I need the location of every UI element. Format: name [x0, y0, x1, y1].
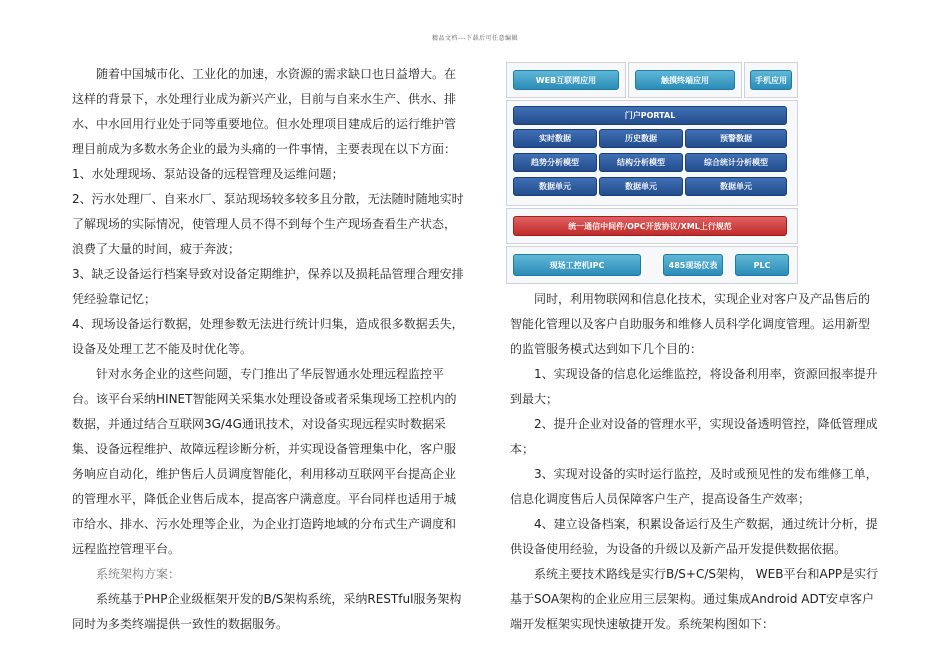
tier-field [506, 246, 798, 284]
data-unit-box-3: 数据单元 [685, 177, 787, 196]
history-data-box: 历史数据 [599, 129, 683, 148]
data-unit-box-1: 数据单元 [513, 177, 597, 196]
web-app-box: WEB互联网应用 [513, 70, 619, 90]
ipc-box: 现场工控机IPC [513, 254, 641, 276]
architecture-paragraph: 系统基于PHP企业级框架开发的B/S架构系统，采纳RESTful服务架构同时为多类终端提供一致性的数据服务。 [72, 592, 462, 631]
portal-box: 门户PORTAL [513, 106, 787, 125]
structure-model-box: 结构分析模型 [599, 153, 683, 172]
problem-item-4: 4、现场设备运行数据，处理参数无法进行统计归集，造成很多数据丢失，设备及处理工艺不能及时优化等。 [72, 317, 464, 356]
tier-mobile [744, 62, 798, 98]
goal-item-2: 2、提升企业对设备的管理水平，实现设备透明管控，降低管理成本； [510, 417, 878, 456]
left-column [72, 62, 464, 637]
data-unit-box-2: 数据单元 [599, 177, 683, 196]
page-header: 精品文档---下载后可任意编辑 [432, 35, 518, 42]
goal-item-1: 1、实现设备的信息化运维监控，将设备利用率，资源回报率提升到最大； [510, 367, 878, 406]
alarm-data-box: 预警数据 [685, 129, 787, 148]
intro-paragraph: 随着中国城市化、工业化的加速，水资源的需求缺口也日益增大。在这样的背景下，水处理行业成为新兴产业，目前与自来水生产、供水、排水、中水回用行业处于同等重要地位。但水处理项目建成后的运行维护管理目前成为多数水务企业的最为头痛的一件事情，主要表现在以下方面： [72, 67, 457, 156]
tech-route-paragraph: 系统主要技术路线是实行B/S+C/S架构， WEB平台和APP是实行基于SOA架构的企业应用三层架构。通过集成Android ADT安卓客户端开发框架实现快速敏捷开发。系统架构图如下： [510, 567, 879, 631]
platform-paragraph: 针对水务企业的这些问题，专门推出了华辰智通水处理远程监控平台。该平台采纳HINET智能网关采集水处理设备或者采集现场工控机内的数据，并通过结合互联网3G/4G通讯技术，对设备实现远程实时数据采集、设备远程维护、故障远程诊断分析，并实现设备管理集中化，客户服务响应自动化，维护售后人员调度智能化，利用移动互联网平台提高企业的管理水平，降低企业售后成本，提高客户满意度。平台同样也适用于城市给水、排水、污水处理等企业，为企业打造跨地域的分布式生产调度和远程监控管理平台。 [72, 367, 457, 556]
problem-item-3: 3、缺乏设备运行档案导致对设备定期维护，保养以及损耗品管理合理安排凭经验靠记忆； [72, 267, 464, 306]
touch-app-box: 触摸终端应用 [635, 70, 735, 90]
trend-model-box: 趋势分析模型 [513, 153, 597, 172]
tier-portal [506, 100, 798, 206]
mobile-app-box: 手机应用 [750, 70, 792, 90]
realtime-data-box: 实时数据 [513, 129, 597, 148]
plc-box: PLC [735, 254, 789, 276]
goal-item-4: 4、建立设备档案，积累设备运行及生产数据，通过统计分析，提供设备使用经验，为设备的升级以及新产品开发提供数据依据。 [510, 517, 878, 556]
tier-web [506, 62, 626, 98]
middleware-box: 统一通信中间件/OPC开放协议/XML上行规范 [513, 216, 787, 236]
goal-item-3: 3、实现对设备的实时运行监控，及时或预见性的发布维修工单，信息化调度售后人员保障客户生产，提高设备生产效率； [510, 467, 878, 506]
meter-box: 485现场仪表 [663, 254, 723, 276]
problem-item-2: 2、污水处理厂、自来水厂、泵站现场较多较多且分散，无法随时随地实时了解现场的实际情况，使管理人员不得不到每个生产现场查看生产状态，浪费了大量的时间，疲于奔波； [72, 192, 464, 256]
problem-item-1: 1、水处理现场、泵站设备的远程管理及运维问题； [72, 167, 344, 181]
architecture-diagram [506, 62, 796, 284]
statistics-model-box: 综合统计分析模型 [685, 153, 787, 172]
right-column [510, 287, 880, 637]
tier-touch [628, 62, 742, 98]
tier-middleware [506, 208, 798, 244]
architecture-heading: 系统架构方案： [96, 567, 181, 581]
goals-paragraph: 同时，利用物联网和信息化技术，实现企业对客户及产品售后的智能化管理以及客户自助服务和维修人员科学化调度管理。运用新型的监管服务模式达到如下几个目的： [510, 292, 871, 356]
